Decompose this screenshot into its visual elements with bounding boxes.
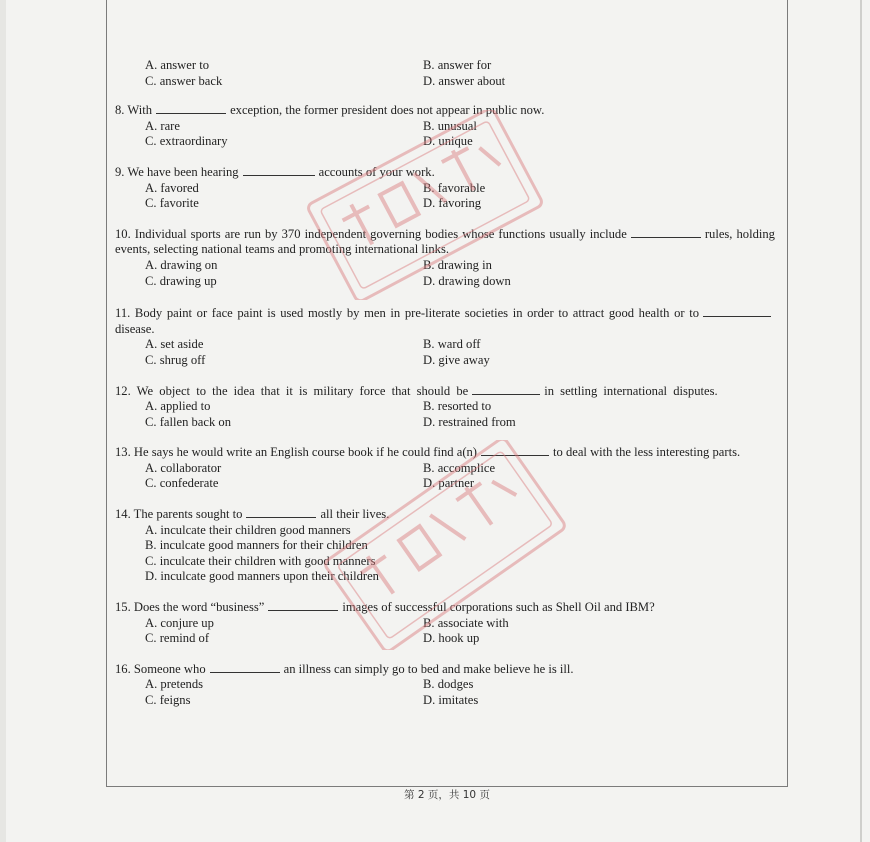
question-8 bbox=[115, 103, 775, 150]
option-b: B. unusual bbox=[423, 118, 477, 133]
answer-blank bbox=[156, 103, 226, 114]
option-b: B. dodges bbox=[423, 677, 474, 692]
option-b: B. inculcate good manners for their children bbox=[145, 538, 368, 553]
option-c: C. inculcate their children with good manners bbox=[145, 553, 376, 568]
question-12-stem: 12. We object to the idea that it is military force that should be in settling international disputes. bbox=[115, 383, 718, 398]
page-border-right bbox=[787, 0, 788, 786]
option-c: C. feigns bbox=[145, 693, 191, 707]
option-a: A. rare bbox=[145, 118, 180, 133]
question-13-stem: 13. He says he would write an English course book if he could find a(n) to deal with the less interesting parts. bbox=[115, 445, 741, 460]
question-11-stem: 11. Body paint or face paint is used mostly by men in pre-literate societies in order to attract good health or todisease. bbox=[115, 306, 775, 337]
question-14 bbox=[115, 507, 775, 585]
option-a: A. set aside bbox=[145, 337, 204, 352]
option-b: B. ward off bbox=[423, 337, 481, 352]
option-a: A. drawing on bbox=[145, 257, 218, 272]
option-c: C. answer back bbox=[145, 73, 223, 88]
option-d: D. unique bbox=[423, 134, 473, 149]
option-a: A. applied to bbox=[145, 399, 211, 414]
answer-blank bbox=[481, 445, 549, 456]
answer-blank bbox=[703, 306, 771, 317]
option-a: A. conjure up bbox=[145, 615, 214, 630]
question-12 bbox=[115, 384, 775, 431]
option-d: D. answer about bbox=[423, 73, 506, 88]
answer-blank bbox=[210, 662, 280, 673]
answer-blank bbox=[243, 165, 315, 176]
option-a: A. favored bbox=[145, 180, 199, 195]
option-a: A. collaborator bbox=[145, 460, 222, 475]
question-10-stem: 10. Individual sports are run by 370 independent governing bodies whose functions usually include rules, holding events, selecting national teams and promoting international links. bbox=[115, 226, 775, 257]
option-b: B. drawing in bbox=[423, 257, 492, 272]
option-b: B. associate with bbox=[423, 615, 509, 630]
option-d: D. drawing down bbox=[423, 273, 511, 288]
option-d: D. hook up bbox=[423, 631, 480, 646]
option-c: C. remind of bbox=[145, 631, 210, 646]
page-number-footer: 第 2 页，共 10 页 bbox=[404, 789, 490, 801]
question-16-stem: 16. Someone who an illness can simply go to bed and make believe he is ill. bbox=[115, 661, 574, 676]
question-9 bbox=[115, 165, 775, 212]
option-d: D. partner bbox=[423, 476, 475, 491]
answer-blank bbox=[268, 600, 338, 611]
page-border-left bbox=[106, 0, 107, 786]
question-13 bbox=[115, 445, 775, 492]
option-c: C. shrug off bbox=[145, 352, 206, 367]
answer-blank bbox=[246, 507, 316, 518]
answer-blank bbox=[631, 227, 701, 238]
option-b: B. accomplice bbox=[423, 460, 496, 475]
option-c: C. drawing up bbox=[145, 273, 217, 288]
option-d: D. give away bbox=[423, 352, 490, 367]
scan-edge-right bbox=[860, 0, 862, 842]
question-11 bbox=[115, 306, 775, 368]
option-d: D. favoring bbox=[423, 196, 482, 211]
option-c: C. fallen back on bbox=[145, 414, 232, 429]
option-d: D. inculcate good manners upon their children bbox=[145, 569, 379, 584]
answer-blank bbox=[472, 384, 540, 395]
question-7-options bbox=[115, 58, 775, 89]
question-9-stem: 9. We have been hearing accounts of your work. bbox=[115, 164, 435, 179]
question-16 bbox=[115, 662, 775, 709]
option-a: A. answer to bbox=[145, 58, 210, 72]
question-15-stem: 15. Does the word “business” images of successful corporations such as Shell Oil and IBM? bbox=[115, 600, 655, 615]
option-d: D. imitates bbox=[423, 693, 479, 707]
option-c: C. favorite bbox=[145, 196, 199, 211]
exam-page bbox=[106, 0, 794, 842]
option-c: C. extraordinary bbox=[145, 134, 228, 149]
option-b: B. resorted to bbox=[423, 399, 492, 414]
question-8-stem: 8. With exception, the former president does not appear in public now. bbox=[115, 103, 545, 118]
question-14-stem: 14. The parents sought to all their lives. bbox=[115, 507, 390, 522]
question-15 bbox=[115, 600, 775, 647]
scan-edge-left bbox=[0, 0, 6, 842]
option-a: A. pretends bbox=[145, 677, 204, 692]
option-b: B. answer for bbox=[423, 58, 492, 72]
option-c: C. confederate bbox=[145, 476, 219, 491]
option-d: D. restrained from bbox=[423, 414, 516, 429]
question-list bbox=[115, 0, 775, 709]
option-a: A. inculcate their children good manners bbox=[145, 522, 351, 537]
option-b: B. favorable bbox=[423, 180, 486, 195]
question-10 bbox=[115, 227, 775, 289]
